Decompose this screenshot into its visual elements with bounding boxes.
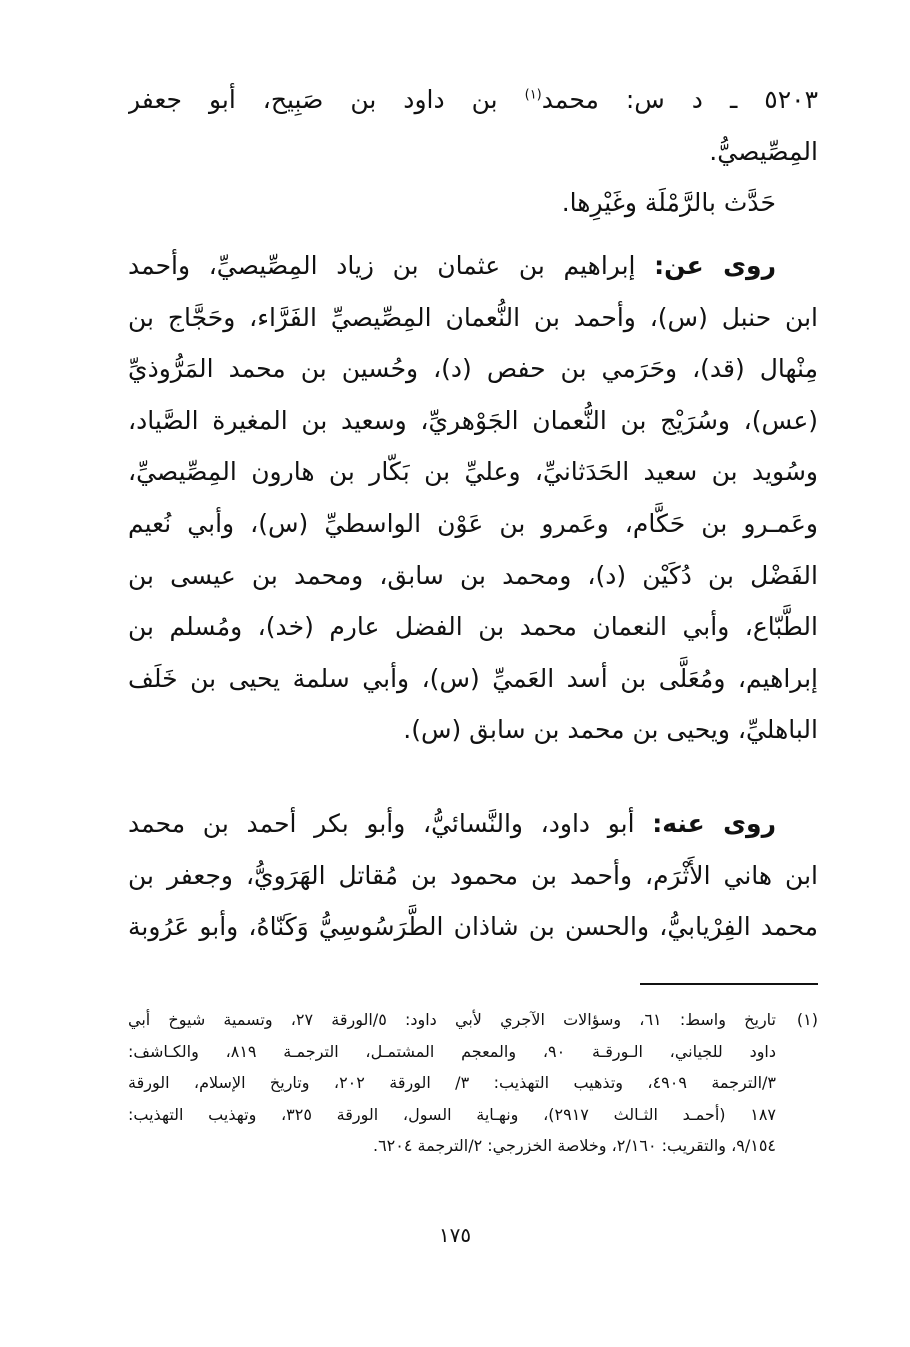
entry-title-line-2: المِصِّيصيُّ.: [709, 136, 818, 166]
footnote-line-text: تاريخ واسط: ٦١، وسؤالات الآجري لأبي داود: ٥/الورقة ٢٧، وتسمية شيوخ أبي: [128, 1010, 777, 1029]
narrated-from-line: الطَّبّاع، وأبي النعمان محمد بن الفضل عارم (خد)، ومُسلم بن: [128, 612, 818, 642]
entry-location-line: حَدَّث بالرَّمْلَة وغَيْرِها.: [561, 188, 776, 218]
narrated-from-line: إبراهيم، ومُعَلَّى بن أسد العَميِّ (س)، وأبي سلمة يحيى بن خَلَف: [128, 663, 818, 693]
entry-title-start: ٥٢٠٣ ـ د س: محمد: [541, 85, 818, 114]
entry-title-line: [128, 74, 818, 126]
narrated-from-line: الباهليِّ، ويحيى بن محمد بن سابق (س).: [403, 715, 818, 745]
footnote-first-line: [128, 1004, 818, 1036]
page-number: ١٧٥: [438, 1223, 472, 1247]
narrated-from-first-rest: إبراهيم بن عثمان بن زياد المِصِّيصيِّ، وأحمد: [128, 251, 655, 280]
entry-title-rest: بن داود بن صَبِيح، أبو جعفر: [128, 85, 525, 114]
entry-header: [128, 74, 818, 229]
footnote-line: داود للجياني، الـورقـة ٩٠، والمعجم المشتمـل، الترجمـة ٨١٩، والكـاشف:: [128, 1041, 776, 1061]
narrated-by-first-line: [128, 798, 818, 850]
footnote-line: ٣/الترجمة ٤٩٠٩، وتذهيب التهذيب: ٣/ الورقة ٢٠٢، وتاريخ الإسلام، الورقة: [128, 1073, 777, 1092]
narrated-by-label: روى عنه:: [652, 809, 776, 838]
narrated-by-paragraph: [128, 798, 818, 953]
narrated-by-line: ابن هاني الأَثْرَم، وأحمد بن محمود بن مُقاتل الهَرَويُّ، وجعفر بن: [128, 860, 818, 890]
narrated-from-line: الفَضْل بن دُكَيْن (د)، ومحمد بن سابق، ومحمد بن عيسى بن: [128, 560, 818, 590]
narrated-by-line: محمد الفِرْيابيُّ، والحسن بن شاذان الطَّرَسُوسِيُّ وَكَنّاهُ، وأبو عَرُوبة: [128, 912, 818, 942]
narrated-from-first-line: [128, 240, 818, 292]
narrated-by-first-rest: أبو داود، والنَّسائيُّ، وأبو بكر أحمد بن محمد: [128, 809, 653, 838]
narrated-from-paragraph: [128, 240, 818, 756]
narrated-from-line: (عس)، وسُرَيْج بن النُّعمان الجَوْهريِّ، وسعيد بن المغيرة الصَّياد،: [128, 405, 818, 435]
narrated-from-line: ابن حنبل (س)، وأحمد بن النُّعمان المِصِّيصيِّ الفَرَّاء، وحَجَّاج بن: [128, 302, 818, 332]
footnote-marker: (١): [796, 1010, 818, 1029]
narrated-from-line: وسُويد بن سعيد الحَدَثانيِّ، وعليِّ بن بَكّار بن هارون المِصِّيصيِّ،: [128, 457, 818, 487]
footnote-line: ٩/١٥٤، والتقريب: ٢/١٦٠، وخلاصة الخزرجي: ٢/الترجمة ٦٢٠٤.: [372, 1136, 776, 1155]
narrated-from-line: مِنْهال (قد)، وحَرَمي بن حفص (د)، وحُسين بن محمد المَرُّوذيِّ: [128, 354, 818, 384]
footnote-reference: (١): [524, 87, 542, 103]
footnote: [128, 1004, 818, 1162]
footnote-line: ١٨٧ (أحمـد الثـالث ٢٩١٧)، ونهـاية السول، الورقة ٣٢٥، وتهذيب التهذيب:: [128, 1104, 776, 1124]
footnote-separator: [640, 983, 818, 985]
narrated-from-label: روى عن:: [654, 251, 776, 280]
narrated-from-line: وعَمـرو بن حَكَّام، وعَمرو بن عَوْن الواسطيِّ (س)، وأبي نُعيم: [128, 508, 818, 538]
